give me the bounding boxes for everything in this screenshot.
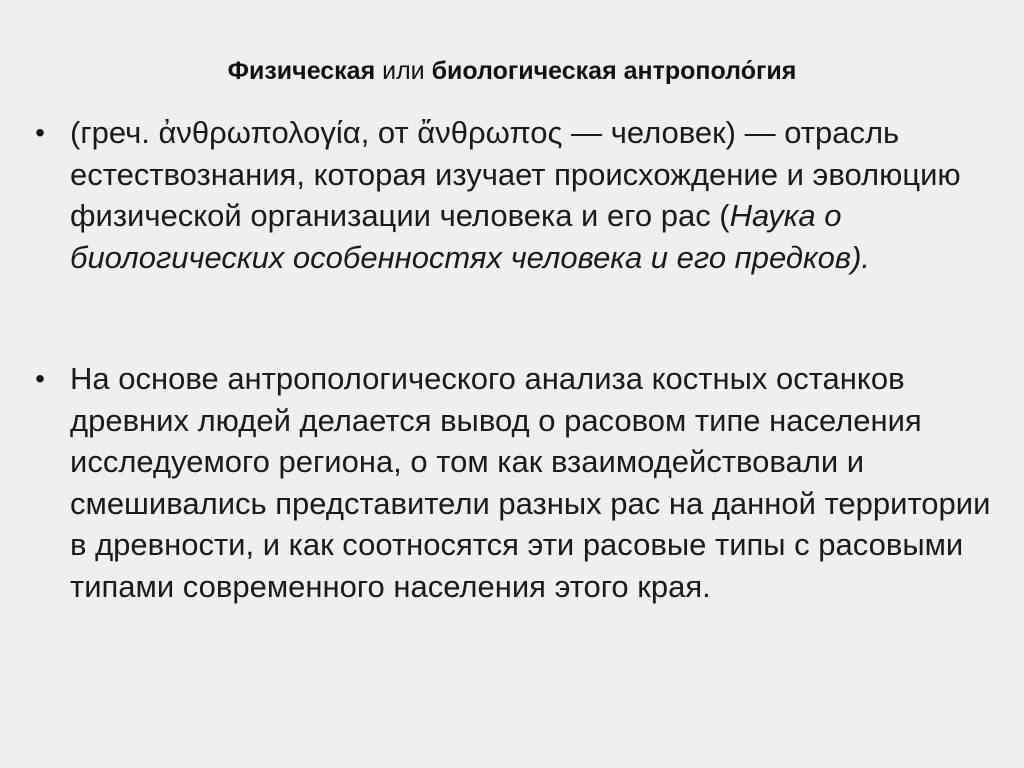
title-part-3: биологическая антрополо́гия (431, 57, 797, 85)
bullet-list (28, 112, 1003, 607)
slide-title (0, 54, 1024, 88)
title-part-2: или (375, 57, 432, 85)
bullet-item-analysis (28, 358, 1003, 607)
bullet-item-definition (28, 112, 1003, 278)
bullet-text-definition-italic: Наука о биологических особенностях человека и его предков). (70, 198, 871, 275)
bullet-icon: • (35, 117, 45, 148)
title-part-1: Физическая (227, 57, 376, 85)
bullet-icon: • (35, 363, 45, 394)
bullet-text-definition: (греч. ἀνθρωπολογία, от ἄνθρωπος — человек) — отрасль естествознания, которая изучает происхождение и эволюцию физической организации человека и его рас ( (70, 115, 961, 233)
bullet-text-analysis: На основе антропологического анализа костных останков древних людей делается вывод о расовом типе населения исследуемого региона, о том как взаимодействовали и смешивались представители разных рас на данной территории в древности, и как соотносятся эти расовые типы с расовыми типами современного населения этого края. (70, 361, 991, 604)
